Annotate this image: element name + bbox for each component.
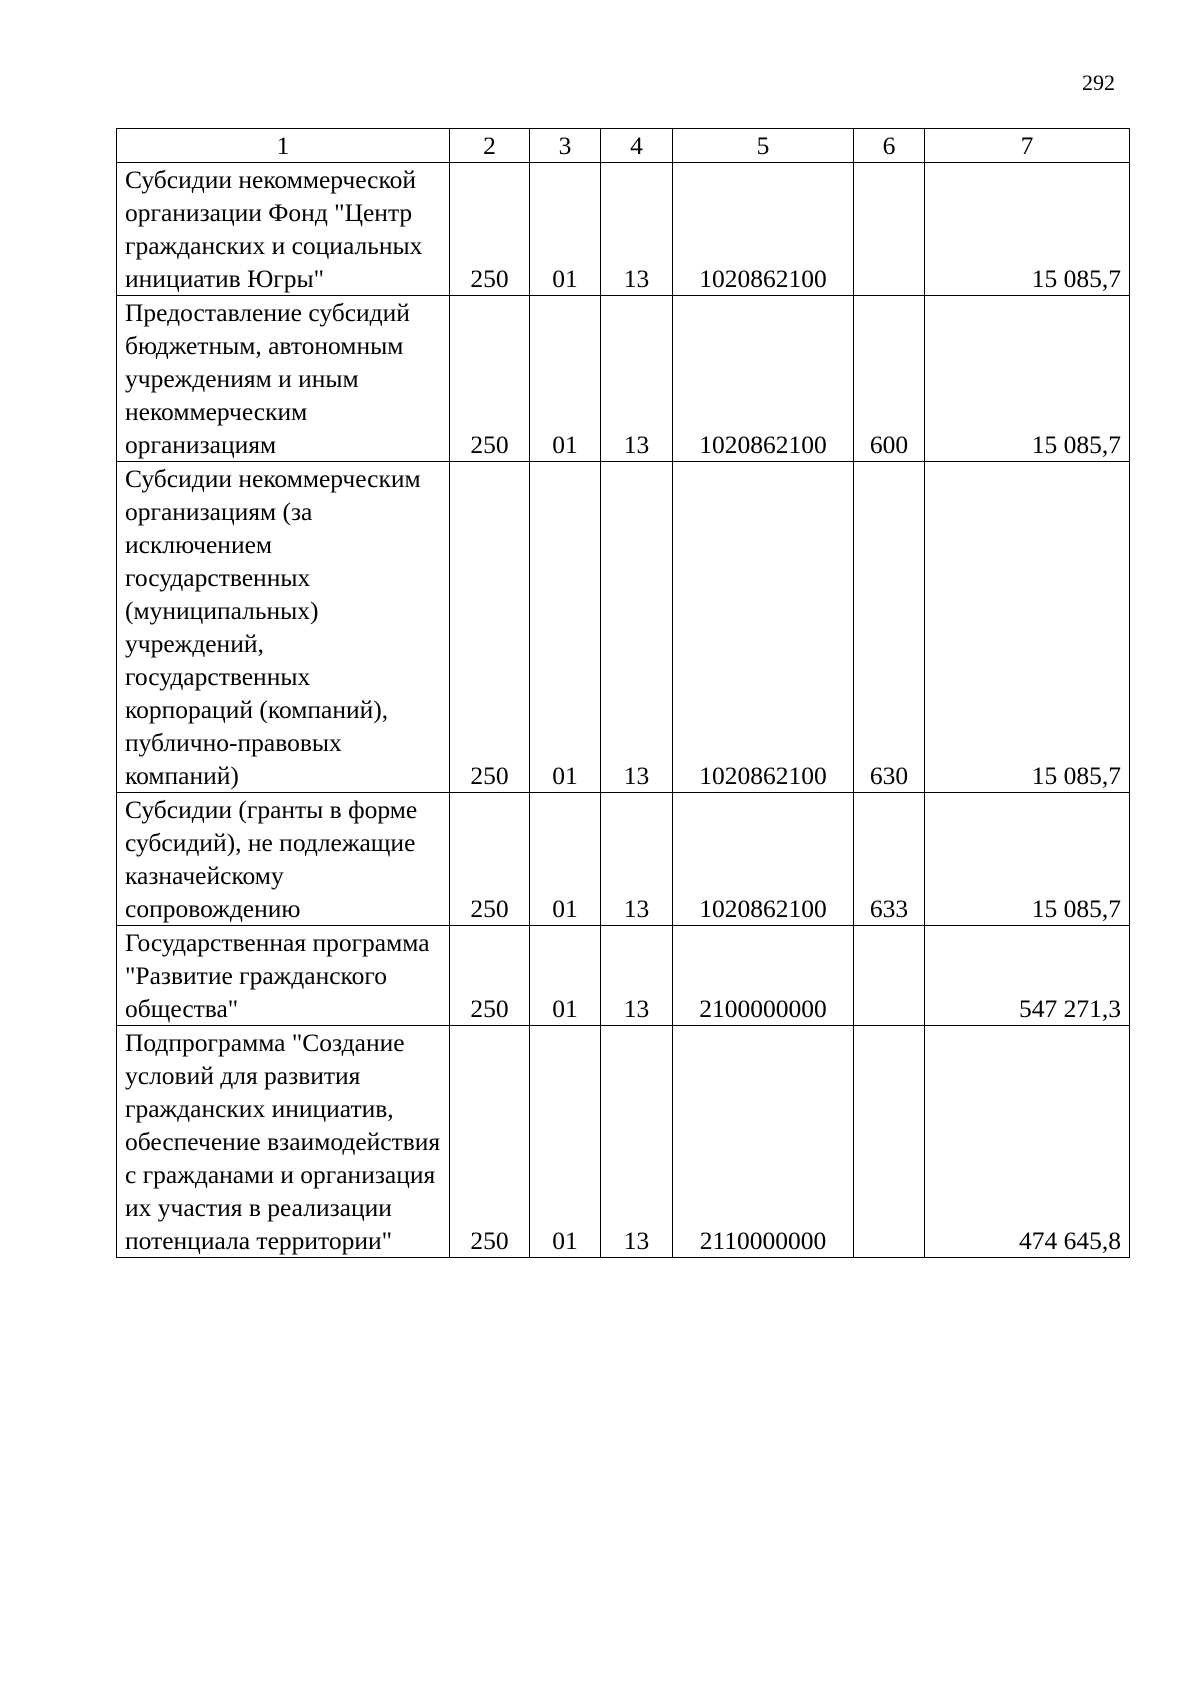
header-cell: 1 [117,129,450,163]
row-col-5: 1020862100 [673,296,854,462]
row-col-2: 250 [450,793,530,926]
table-row [117,793,1130,926]
row-name: Субсидии некоммерческим организациям (за исключением государственных (муниципальных) учреждений, государственных корпораций (компаний), публично-правовых компаний) [117,462,450,793]
row-col-2: 250 [450,296,530,462]
row-col-4: 13 [601,926,673,1026]
row-col-3: 01 [530,462,601,793]
header-row [117,129,1130,163]
row-col-3: 01 [530,296,601,462]
row-col-2: 250 [450,462,530,793]
row-col-4: 13 [601,1026,673,1258]
row-col-3: 01 [530,1026,601,1258]
header-cell: 7 [925,129,1130,163]
row-name: Субсидии некоммерческой организации Фонд "Центр гражданских и социальных инициатив Югры" [117,163,450,296]
table-row [117,1026,1130,1258]
row-col-6 [854,1026,925,1258]
header-cell: 5 [673,129,854,163]
row-col-5: 1020862100 [673,462,854,793]
row-amount: 15 085,7 [925,163,1130,296]
row-col-6 [854,163,925,296]
table-row [117,926,1130,1026]
table-row [117,163,1130,296]
row-col-5: 1020862100 [673,793,854,926]
row-col-2: 250 [450,1026,530,1258]
row-col-2: 250 [450,926,530,1026]
row-amount: 15 085,7 [925,793,1130,926]
row-col-3: 01 [530,793,601,926]
row-amount: 15 085,7 [925,296,1130,462]
row-amount: 15 085,7 [925,462,1130,793]
row-col-6: 630 [854,462,925,793]
header-cell: 3 [530,129,601,163]
row-col-6: 633 [854,793,925,926]
table-row [117,296,1130,462]
row-col-5: 2100000000 [673,926,854,1026]
row-name: Предоставление субсидий бюджетным, автономным учреждениям и иным некоммерческим организациям [117,296,450,462]
header-cell: 4 [601,129,673,163]
row-col-5: 2110000000 [673,1026,854,1258]
row-amount: 474 645,8 [925,1026,1130,1258]
page-number: 292 [1082,70,1115,95]
row-name: Государственная программа "Развитие гражданского общества" [117,926,450,1026]
row-col-4: 13 [601,462,673,793]
row-col-2: 250 [450,163,530,296]
row-col-3: 01 [530,926,601,1026]
row-name: Субсидии (гранты в форме субсидий), не подлежащие казначейскому сопровождению [117,793,450,926]
row-col-6: 600 [854,296,925,462]
header-cell: 6 [854,129,925,163]
table-row [117,462,1130,793]
row-col-4: 13 [601,793,673,926]
row-col-4: 13 [601,296,673,462]
header-cell: 2 [450,129,530,163]
row-col-4: 13 [601,163,673,296]
row-amount: 547 271,3 [925,926,1130,1026]
budget-table [116,128,1130,1258]
row-col-5: 1020862100 [673,163,854,296]
row-name: Подпрограмма "Создание условий для развития гражданских инициатив, обеспечение взаимодействия с гражданами и организация их участия в реализации потенциала территории" [117,1026,450,1258]
row-col-3: 01 [530,163,601,296]
row-col-6 [854,926,925,1026]
